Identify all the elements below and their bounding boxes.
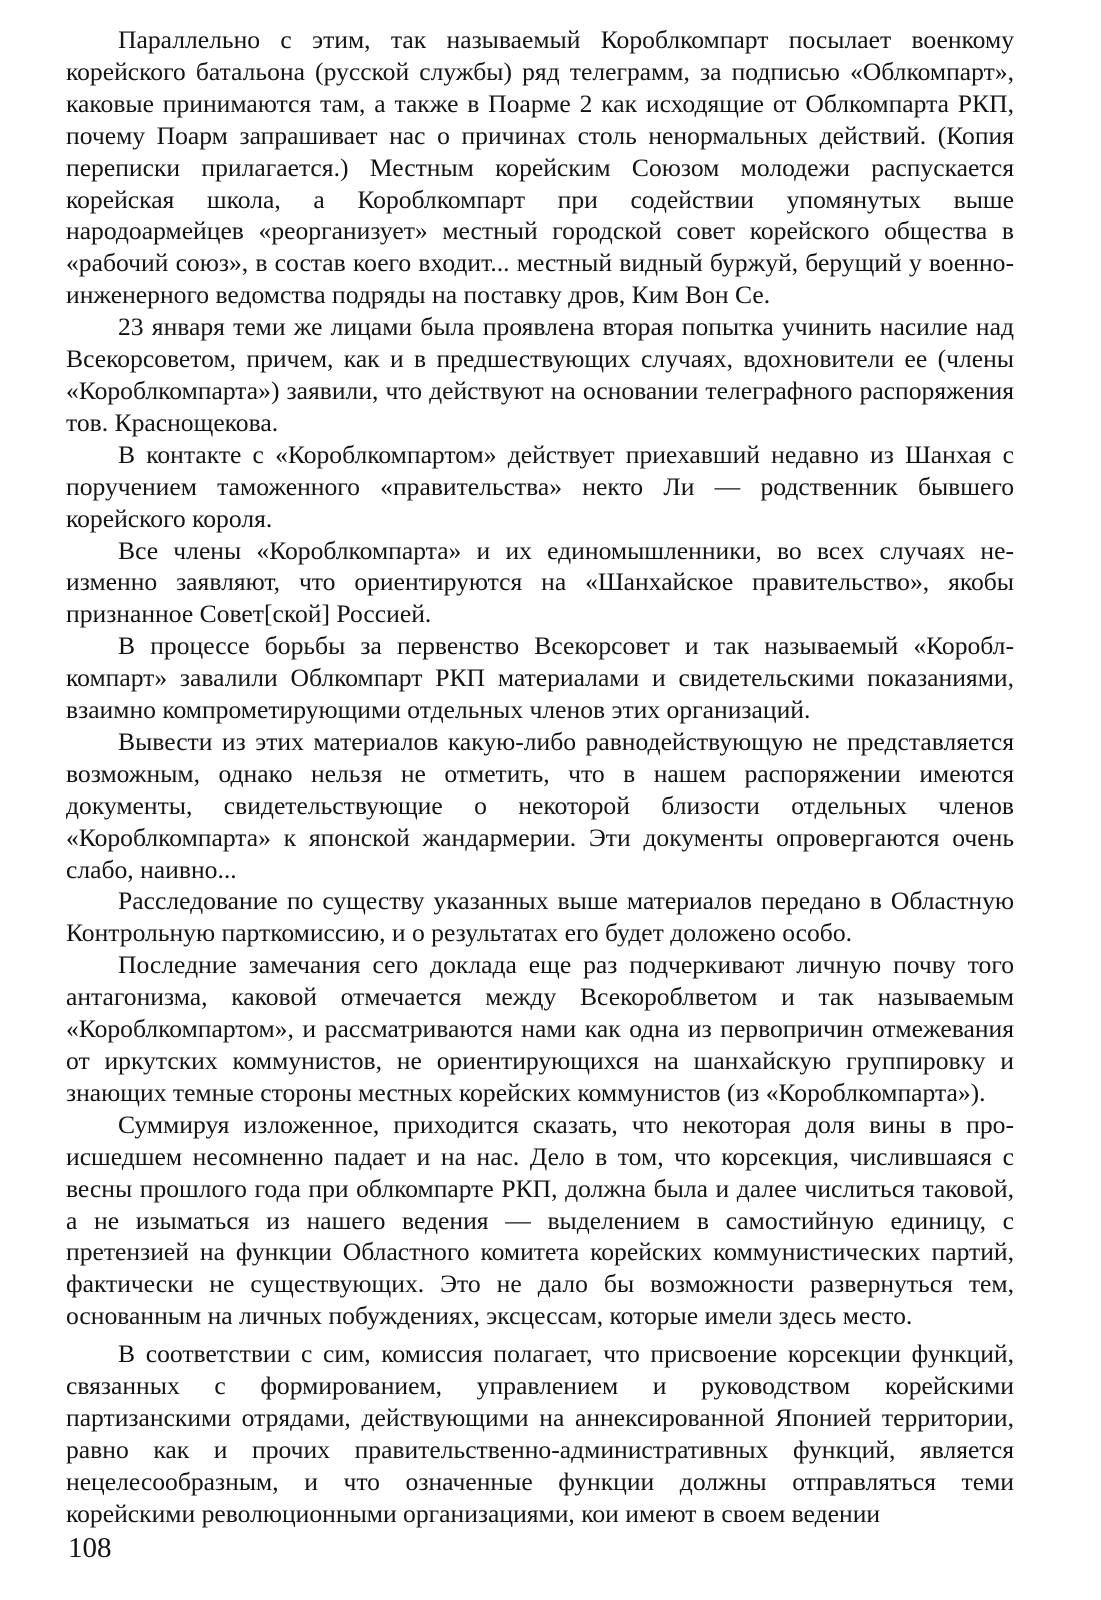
page-body [66,24,1014,1528]
paragraph-1: Параллельно с этим, так называемый Короблкомпарт посылает военкому корейского батальона (русской службы) ряд телеграмм, за подписью «Облкомпарт», каковые принимаются там, а также в Поарме 2 как исходящие от Облкомпарта РКП, почему Поарм запрашивает нас о причинах столь ненормальных действий. (Копия переписки прилагается.) Местным корейским Союзом молодежи распускается корейская школа, а Короблкомпарт при содействии упомянутых выше народоармейцев «реорганизует» местный городской совет корейского общества в «рабочий союз», в состав коего входит... местный видный буржуй, берущий у военно-инженерного ведомства подряды на поставку дров, Ким Вон Се. [66,25,1014,310]
page-number: 108 [68,1532,112,1564]
paragraph-10: В соответствии с сим, комиссия полагает, что присвоение корсекции функций, связанных с формированием, управлением и руководством корейскими партизанскими отрядами, действующими на аннексированной Японией территории, равно как и прочих правительственно-административных функций, является нецелесообразным, и что означенные функции должны отправляться теми корейскими революционными организациями, кои имеют в своем ведении [66,1339,1014,1528]
paragraph-6: Вывести из этих материалов какую-либо равнодействующую не представляется возможным, однако нельзя не отметить, что в нашем распоряжении имеются документы, свидетельствующие о некоторой близости отдельных членов «Короблкомпарта» к японской жандармерии. Эти документы опровергаются очень слабо, наивно... [66,726,1014,884]
paragraph-2: 23 января теми же лицами была проявлена вторая попытка учинить насилие над Всекорсоветом, причем, как и в предшествующих случаях, вдохновители ее (члены «Короблкомпарта») заявили, что действуют на основании телеграфного распоряжения тов. Краснощекова. [66,312,1014,437]
paragraph-4: Все члены «Короблкомпарта» и их единомышленники, во всех случаях неизменно заявляют, что ориентируются на «Шанхайское правительство», якобы признанное Совет[ской] Россией. [66,535,1014,629]
paragraph-8: Последние замечания сего доклада еще раз подчеркивают личную почву того антагонизма, каковой отмечается между Всекороблветом и так называемым «Короблкомпартом», и рассматриваются нами как одна из первопричин отмежевания от иркутских коммунистов, не ориентирующихся на шанхайскую группировку и знающих темные стороны местных корейских коммунистов (из «Короблкомпарта»). [66,950,1014,1107]
paragraph-5: В процессе борьбы за первенство Всекорсовет и так называемый «Короблкомпарт» завалили Облкомпарт РКП материалами и свидетельскими показаниями, взаимно компрометирующими отдельных членов этих организаций. [66,631,1014,725]
paragraph-9: Суммируя изложенное, приходится сказать, что некоторая доля вины в происшедшем несомненно падает и на нас. Дело в том, что корсекция, числившаяся с весны прошлого года при облкомпарте РКП, должна была и далее числиться таковой, а не изыматься из нашего ведения — выделением в самостийную единицу, с претензией на функции Областного комитета корейских коммунистических партий, фактически не существующих. Это не дало бы возможности развернуться тем, основанным на личных побуждениях, эксцессам, которые имели здесь место. [66,1109,1014,1331]
paragraph-7: Расследование по существу указанных выше материалов передано в Областную Контрольную парткомиссию, и о результатах его будет доложено особо. [66,886,1014,948]
paragraph-3: В контакте с «Короблкомпартом» действует приехавший недавно из Шанхая с поручением таможенного «правительства» некто Ли — родственник бывшего корейского короля. [66,439,1014,533]
